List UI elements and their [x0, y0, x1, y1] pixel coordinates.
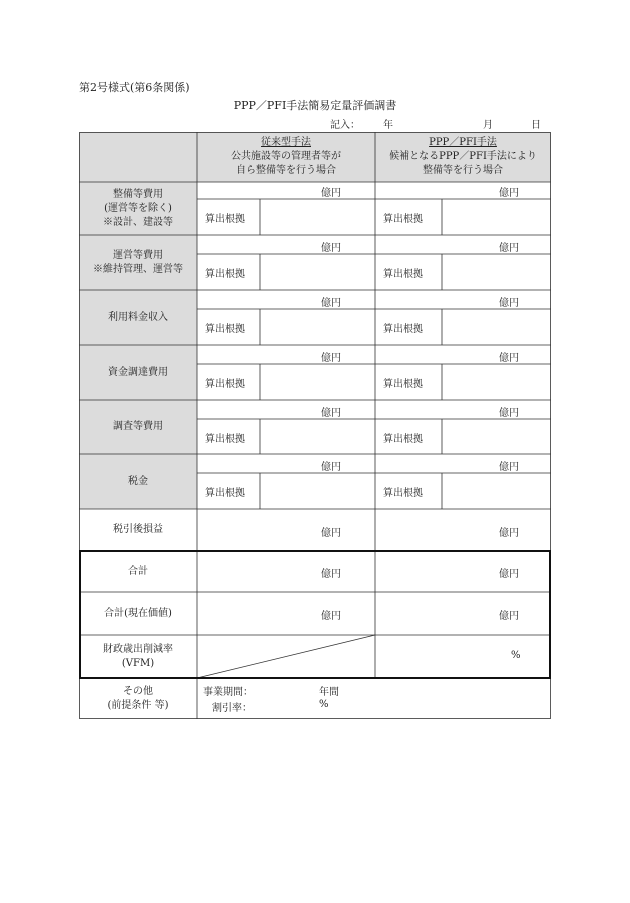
ppp-method-title: PPP／PFI手法 — [429, 137, 497, 148]
survey-ppp-unit: 億円 — [499, 408, 519, 419]
total-label: 合計 — [128, 565, 148, 577]
evaluation-table — [79, 132, 551, 719]
conventional-method-header — [197, 132, 375, 182]
ppp-method-desc-2: 整備等を行う場合 — [423, 165, 503, 176]
operation-cost-line-2: ※維持管理、運営等 — [93, 263, 183, 275]
tax-ppp-basis: 算出根拠 — [383, 488, 423, 499]
other-conditions-label — [79, 678, 197, 719]
survey-cost-label: 調査等費用 — [113, 421, 163, 432]
vfm-label — [79, 635, 197, 678]
survey-conventional-unit: 億円 — [321, 408, 341, 419]
financing-conventional-basis: 算出根拠 — [205, 379, 245, 390]
financing-ppp-basis: 算出根拠 — [383, 379, 423, 390]
discount-rate-unit: % — [319, 699, 329, 710]
date-label: 記入： — [330, 120, 360, 131]
year-label: 年 — [383, 120, 393, 131]
tax-conventional-unit: 億円 — [321, 462, 341, 473]
maintenance-cost-line-1: 整備等費用 — [113, 188, 163, 200]
usage-fee-ppp-basis: 算出根拠 — [383, 324, 423, 335]
operation-cost-label — [79, 235, 197, 290]
operation-conventional-unit: 億円 — [321, 243, 341, 254]
other-line-2: (前提条件 等) — [107, 699, 169, 711]
usage-fee-conventional-unit: 億円 — [321, 298, 341, 309]
tax-label: 税金 — [128, 475, 148, 487]
total-pv-conventional-unit: 億円 — [321, 611, 341, 622]
maintenance-cost-label — [79, 182, 197, 235]
ppp-method-desc-1: 候補となるPPP／PFI手法により — [389, 151, 537, 162]
financing-cost-label: 資金調達費用 — [108, 366, 168, 378]
document-title: PPP／PFI手法簡易定量評価調書 — [233, 99, 397, 112]
other-line-1: その他 — [123, 685, 153, 697]
month-label: 月 — [483, 120, 493, 131]
financing-ppp-unit: 億円 — [499, 353, 519, 364]
maintenance-conventional-basis: 算出根拠 — [205, 214, 245, 225]
project-period-unit: 年間 — [319, 687, 339, 698]
total-ppp-unit: 億円 — [499, 569, 519, 580]
total-conventional-unit: 億円 — [321, 569, 341, 580]
total-present-value-label: 合計(現在価値) — [104, 607, 172, 619]
maintenance-cost-line-3: ※設計、建設等 — [103, 216, 173, 228]
usage-fee-conventional-basis: 算出根拠 — [205, 324, 245, 335]
after-tax-conventional-unit: 億円 — [321, 528, 341, 539]
financing-conventional-unit: 億円 — [321, 353, 341, 364]
maintenance-cost-line-2: (運営等を除く) — [104, 202, 172, 214]
after-tax-ppp-unit: 億円 — [499, 528, 519, 539]
form-number: 第2号様式(第6条関係) — [79, 81, 190, 94]
discount-rate-label: 割引率： — [212, 703, 252, 714]
operation-ppp-unit: 億円 — [499, 243, 519, 254]
operation-ppp-basis: 算出根拠 — [383, 269, 423, 280]
operation-cost-line-1: 運営等費用 — [113, 249, 163, 261]
usage-fee-label: 利用料金収入 — [108, 311, 168, 323]
maintenance-conventional-unit: 億円 — [321, 188, 341, 199]
after-tax-profit-label: 税引後損益 — [113, 524, 163, 535]
conventional-method-title: 従来型手法 — [261, 137, 311, 148]
tax-ppp-unit: 億円 — [499, 462, 519, 473]
vfm-line-1: 財政歳出削減率 — [103, 643, 173, 655]
tax-conventional-basis: 算出根拠 — [205, 488, 245, 499]
conventional-method-desc-1: 公共施設等の管理者等が — [231, 151, 341, 162]
day-label: 日 — [531, 120, 541, 131]
vfm-ppp-unit: % — [511, 650, 521, 661]
project-period-label: 事業期間： — [203, 687, 253, 698]
ppp-method-header — [375, 132, 551, 182]
survey-conventional-basis: 算出根拠 — [205, 434, 245, 445]
maintenance-ppp-unit: 億円 — [499, 188, 519, 199]
operation-conventional-basis: 算出根拠 — [205, 269, 245, 280]
usage-fee-ppp-unit: 億円 — [499, 298, 519, 309]
survey-ppp-basis: 算出根拠 — [383, 434, 423, 445]
total-pv-ppp-unit: 億円 — [499, 611, 519, 622]
maintenance-ppp-basis: 算出根拠 — [383, 214, 423, 225]
conventional-method-desc-2: 自ら整備等を行う場合 — [236, 165, 336, 176]
vfm-line-2: (VFM) — [121, 657, 155, 669]
